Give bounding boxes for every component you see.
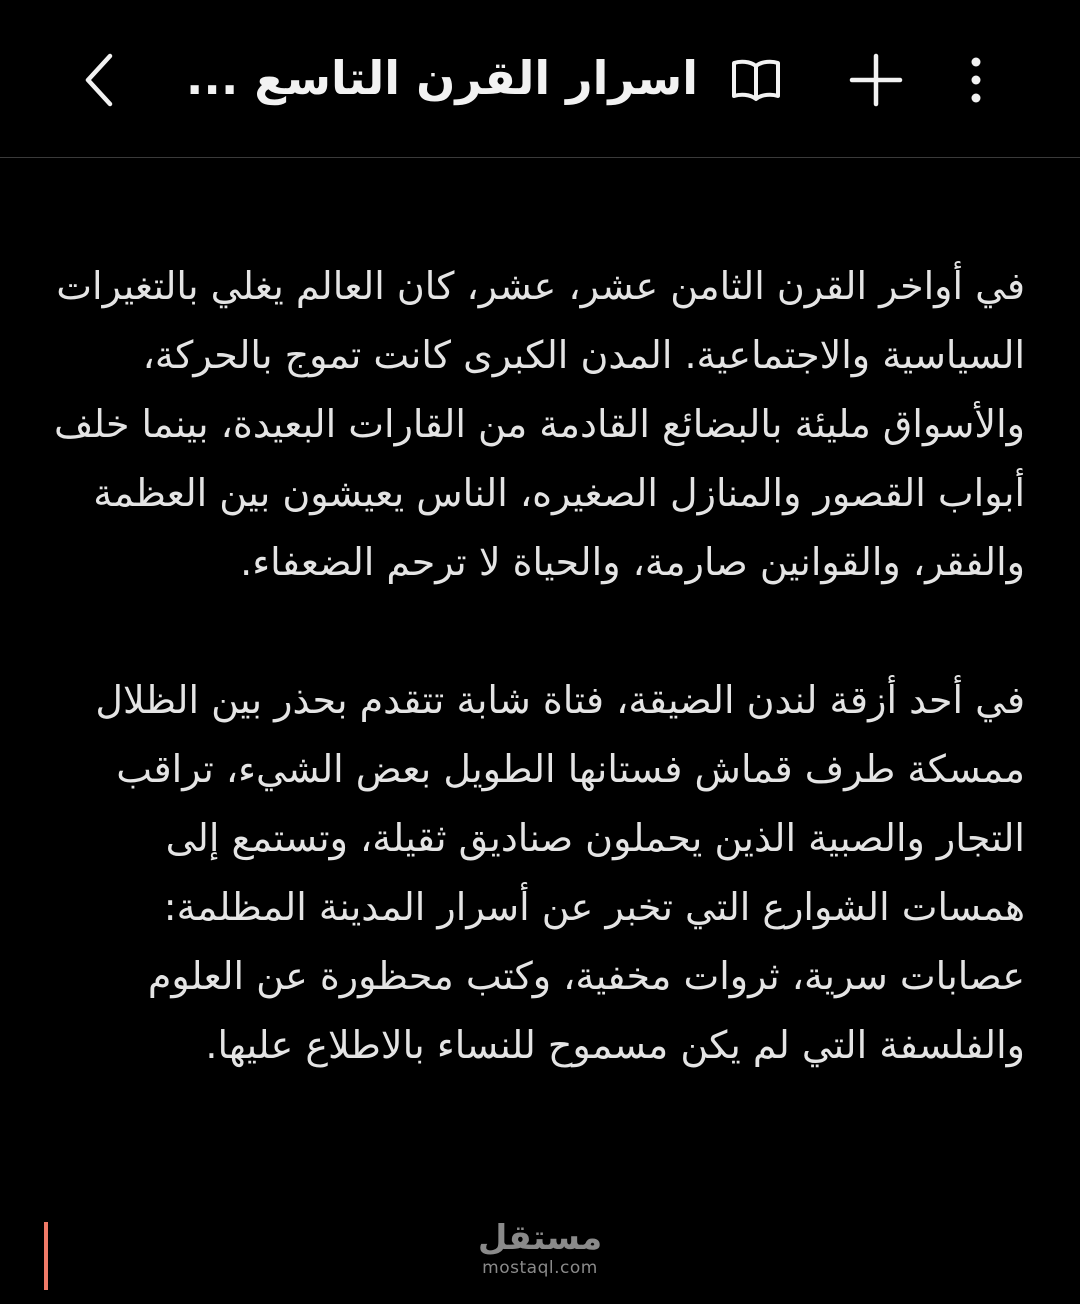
plus-icon bbox=[848, 52, 904, 108]
top-app-bar bbox=[0, 0, 1080, 158]
reading-mode-button[interactable] bbox=[716, 40, 796, 120]
watermark-url: mostaql.com bbox=[482, 1258, 598, 1278]
add-button[interactable] bbox=[836, 40, 916, 120]
back-button[interactable] bbox=[60, 40, 140, 120]
watermark-logo: مستقل bbox=[477, 1218, 603, 1258]
note-title: اسرار القرن التاسع ... bbox=[185, 51, 698, 105]
text-cursor bbox=[44, 1222, 48, 1290]
paragraph: في أحد أزقة لندن الضيقة، فتاة شابة تتقدم بحذر بين الظلال ممسكة طرف قماش فستانها الطويل بعض الشيء، تراقب التجار والصبية الذين يحملون صناديق ثقيلة، وتستمع إلى همسات الشوارع التي تخبر عن أسرار المدينة المظلمة: عصابات سرية، ثروات مخفية، وكتب محظورة عن العلوم والفلسفة التي لم يكن مسموح للنساء بالاطلاع عليها. bbox=[95, 678, 1025, 1067]
open-book-icon bbox=[730, 58, 782, 102]
paragraph: في أواخر القرن الثامن عشر، عشر، كان العالم يغلي بالتغيرات السياسية والاجتماعية. المدن الكبرى كانت تموج بالحركة، والأسواق مليئة بالبضائع القادمة من القارات البعيدة، بينما خلف أبواب القصور والمنازل الصغيره، الناس يعيشون بين العظمة والفقر، والقوانين صارمة، والحياة لا ترحم الضعفاء. bbox=[54, 264, 1025, 584]
more-options-button[interactable] bbox=[936, 40, 1016, 120]
more-vertical-icon bbox=[968, 56, 984, 104]
note-body-editor[interactable] bbox=[50, 252, 1025, 1080]
chevron-left-icon bbox=[80, 50, 120, 110]
watermark bbox=[460, 1218, 620, 1278]
